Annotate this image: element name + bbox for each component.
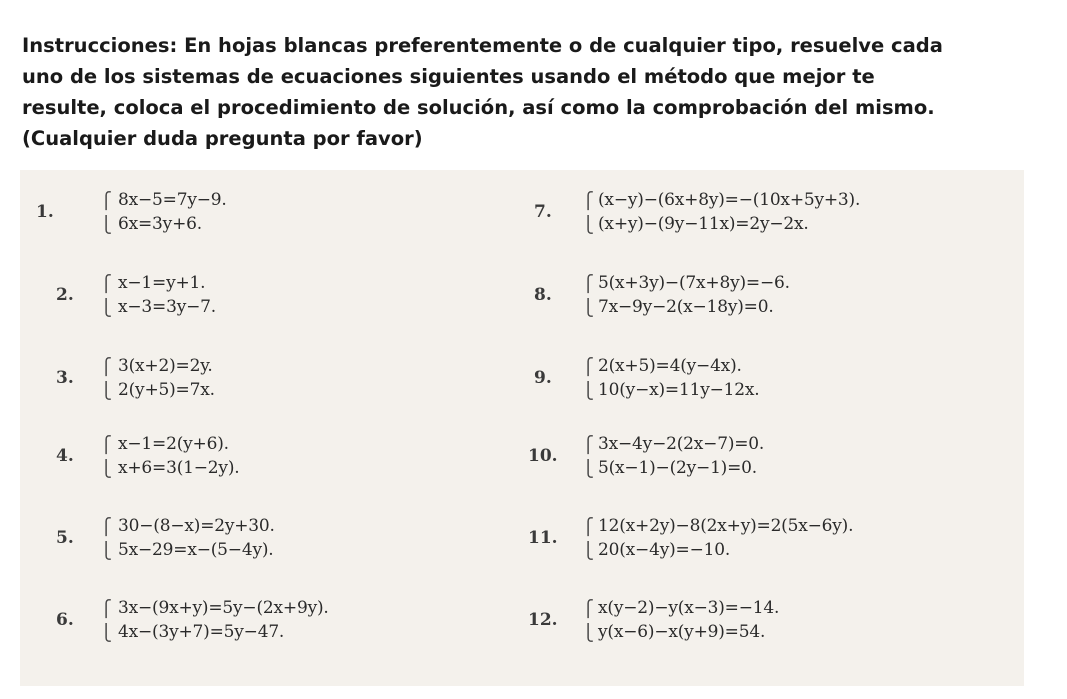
equation-1: 3(x+2)=2y. [118, 356, 213, 376]
brace-icon: ⎧ ⎩ [100, 435, 112, 478]
problem-5 [20, 516, 500, 566]
problem-2 [20, 273, 500, 323]
equation-2: 10(y−x)=11y−12x. [598, 380, 760, 400]
equation-2: 7x−9y−2(x−18y)=0. [598, 297, 774, 317]
equation-2: (x+y)−(9y−11x)=2y−2x. [598, 214, 809, 234]
equation-systems-scan [20, 170, 1024, 686]
brace-icon: ⎧ ⎩ [582, 274, 594, 317]
problem-number: 8. [534, 285, 552, 305]
equation-1: 12(x+2y)−8(2x+y)=2(5x−6y). [598, 516, 854, 536]
brace-icon: ⎧ ⎩ [100, 517, 112, 560]
brace-icon: ⎧ ⎩ [582, 435, 594, 478]
instructions-line-4: (Cualquier duda pregunta por favor) [22, 127, 423, 150]
problem-number: 6. [56, 610, 74, 630]
equation-1: 2(x+5)=4(y−4x). [598, 356, 742, 376]
problem-number: 3. [56, 368, 74, 388]
brace-icon: ⎧ ⎩ [100, 599, 112, 642]
equation-1: x−1=y+1. [118, 273, 206, 293]
equation-2: 4x−(3y+7)=5y−47. [118, 622, 285, 642]
problem-10 [520, 434, 1020, 484]
instructions-text [22, 30, 1042, 154]
instructions-line-3: resulte, coloca el procedimiento de solución, así como la comprobación del mismo. [22, 96, 935, 119]
problem-4 [20, 434, 500, 484]
problem-12 [520, 598, 1020, 648]
problem-9 [520, 356, 1020, 406]
problem-1 [20, 190, 500, 240]
brace-icon: ⎧ ⎩ [100, 357, 112, 400]
problem-number: 7. [534, 202, 552, 222]
equation-2: 5(x−1)−(2y−1)=0. [598, 458, 757, 478]
equation-1: x(y−2)−y(x−3)=−14. [598, 598, 780, 618]
problem-3 [20, 356, 500, 406]
problem-number: 11. [528, 528, 558, 548]
brace-icon: ⎧ ⎩ [582, 599, 594, 642]
equation-1: 3x−(9x+y)=5y−(2x+9y). [118, 598, 329, 618]
equation-1: 3x−4y−2(2x−7)=0. [598, 434, 765, 454]
problem-number: 9. [534, 368, 552, 388]
problem-11 [520, 516, 1020, 566]
brace-icon: ⎧ ⎩ [100, 191, 112, 234]
problem-number: 4. [56, 446, 74, 466]
problem-7 [520, 190, 1020, 240]
equation-2: 20(x−4y)=−10. [598, 540, 731, 560]
brace-icon: ⎧ ⎩ [100, 274, 112, 317]
instructions-line-2: uno de los sistemas de ecuaciones siguientes usando el método que mejor te [22, 65, 875, 88]
equation-2: 6x=3y+6. [118, 214, 202, 234]
problem-number: 5. [56, 528, 74, 548]
problem-number: 10. [528, 446, 558, 466]
brace-icon: ⎧ ⎩ [582, 517, 594, 560]
brace-icon: ⎧ ⎩ [582, 357, 594, 400]
problem-6 [20, 598, 500, 648]
brace-icon: ⎧ ⎩ [582, 191, 594, 234]
equation-2: y(x−6)−x(y+9)=54. [598, 622, 766, 642]
problem-number: 1. [36, 202, 54, 222]
equation-2: 2(y+5)=7x. [118, 380, 215, 400]
equation-1: 30−(8−x)=2y+30. [118, 516, 275, 536]
equation-1: 8x−5=7y−9. [118, 190, 227, 210]
problem-number: 12. [528, 610, 558, 630]
equation-2: x+6=3(1−2y). [118, 458, 240, 478]
equation-1: 5(x+3y)−(7x+8y)=−6. [598, 273, 790, 293]
equation-1: x−1=2(y+6). [118, 434, 229, 454]
equation-1: (x−y)−(6x+8y)=−(10x+5y+3). [598, 190, 861, 210]
equation-2: x−3=3y−7. [118, 297, 216, 317]
equation-2: 5x−29=x−(5−4y). [118, 540, 274, 560]
problem-8 [520, 273, 1020, 323]
problem-number: 2. [56, 285, 74, 305]
instructions-line-1: Instrucciones: En hojas blancas preferentemente o de cualquier tipo, resuelve cada [22, 34, 943, 57]
